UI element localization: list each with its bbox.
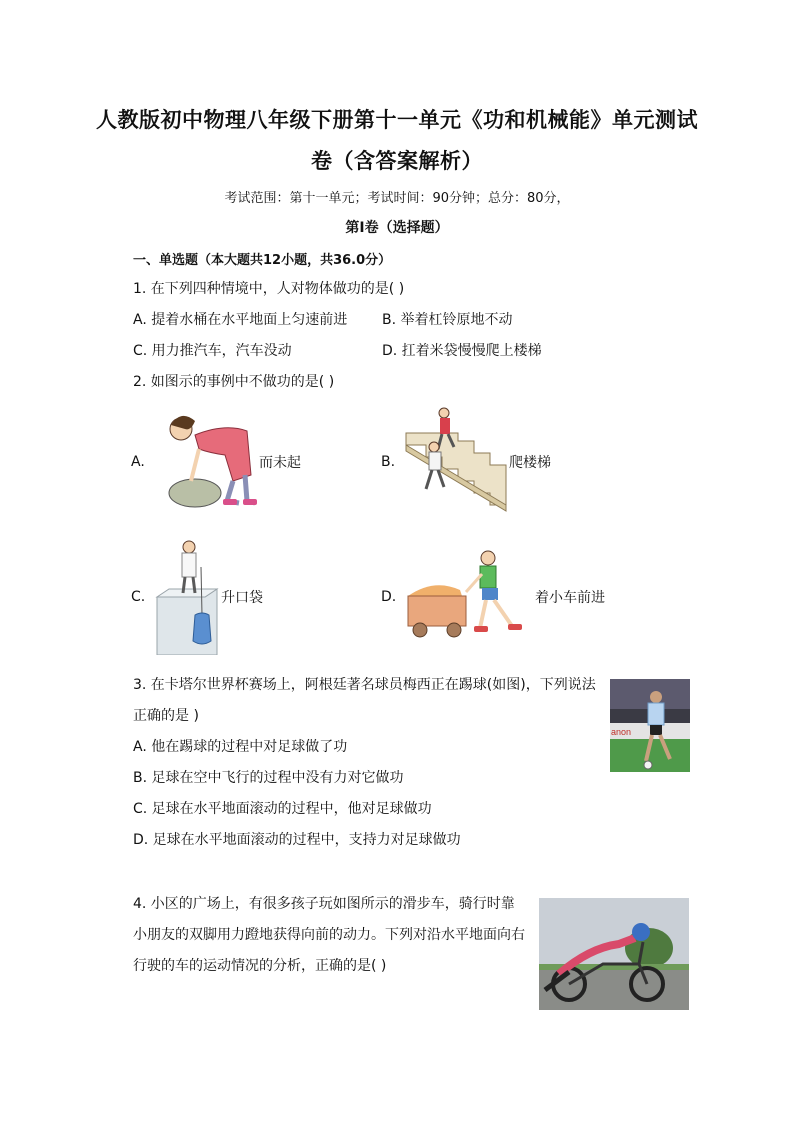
part-title: 第Ⅰ卷（选择题） bbox=[345, 220, 449, 236]
q1-option-c: C. 用力推汽车，汽车没动 bbox=[133, 343, 292, 359]
q2-option-a-caption: 而未起 bbox=[259, 455, 301, 471]
q2-option-b-label: B. bbox=[381, 454, 396, 470]
q2-option-c-caption: 升口袋 bbox=[221, 590, 263, 606]
q2-option-b-caption: 爬楼梯 bbox=[509, 455, 551, 471]
stairs-climbing-illustration bbox=[404, 405, 510, 513]
section-title: 一、单选题（本大题共12小题，共36.0分） bbox=[133, 253, 392, 268]
q1-stem: 1. 在下列四种情境中，人对物体做功的是( ) bbox=[133, 281, 405, 297]
q3-stem-line1: 3. 在卡塔尔世界杯赛场上，阿根廷著名球员梅西正在踢球(如图)，下列说法 bbox=[133, 677, 596, 693]
man-holding-bag-illustration bbox=[155, 537, 220, 655]
q4-line2: 小朋友的双脚用力蹬地获得向前的动力。下列对沿水平地面向右 bbox=[133, 927, 525, 943]
q2-option-c-label: C. bbox=[131, 589, 146, 605]
exam-info: 考试范围：第十一单元；考试时间：90分钟；总分：80分， bbox=[224, 191, 570, 206]
woman-lifting-bag-illustration bbox=[155, 405, 260, 510]
q2-option-a-label: A. bbox=[131, 454, 145, 470]
q3-option-d: D. 足球在水平地面滚动的过程中，支持力对足球做功 bbox=[133, 832, 461, 848]
q3-option-b: B. 足球在空中飞行的过程中没有力对它做功 bbox=[133, 770, 404, 786]
q3-option-c: C. 足球在水平地面滚动的过程中，他对足球做功 bbox=[133, 801, 432, 817]
q3-stem-line2: 正确的是 ) bbox=[133, 708, 199, 724]
boy-pushing-cart-illustration bbox=[404, 548, 534, 640]
balance-bike-photo bbox=[539, 898, 689, 1010]
q2-option-d-caption: 着小车前进 bbox=[535, 590, 605, 606]
photo-banner-text: anon bbox=[611, 727, 632, 737]
q1-option-d: D. 扛着米袋慢慢爬上楼梯 bbox=[382, 343, 542, 359]
q4-line1: 4. 小区的广场上，有很多孩子玩如图所示的滑步车，骑行时靠 bbox=[133, 896, 515, 912]
document-title-line1: 人教版初中物理八年级下册第十一单元《功和机械能》单元测试 bbox=[96, 107, 698, 132]
q3-option-a: A. 他在踢球的过程中对足球做了功 bbox=[133, 739, 348, 755]
document-title-line2: 卷（含答案解析） bbox=[311, 148, 483, 173]
soccer-player-photo bbox=[610, 679, 690, 772]
q2-stem: 2. 如图示的事例中不做功的是( ) bbox=[133, 374, 335, 390]
q1-option-b: B. 举着杠铃原地不动 bbox=[382, 312, 513, 328]
q1-option-a: A. 提着水桶在水平地面上匀速前进 bbox=[133, 312, 348, 328]
q4-line3: 行驶的车的运动情况的分析，正确的是( ) bbox=[133, 958, 387, 974]
q2-option-d-label: D. bbox=[381, 589, 397, 605]
